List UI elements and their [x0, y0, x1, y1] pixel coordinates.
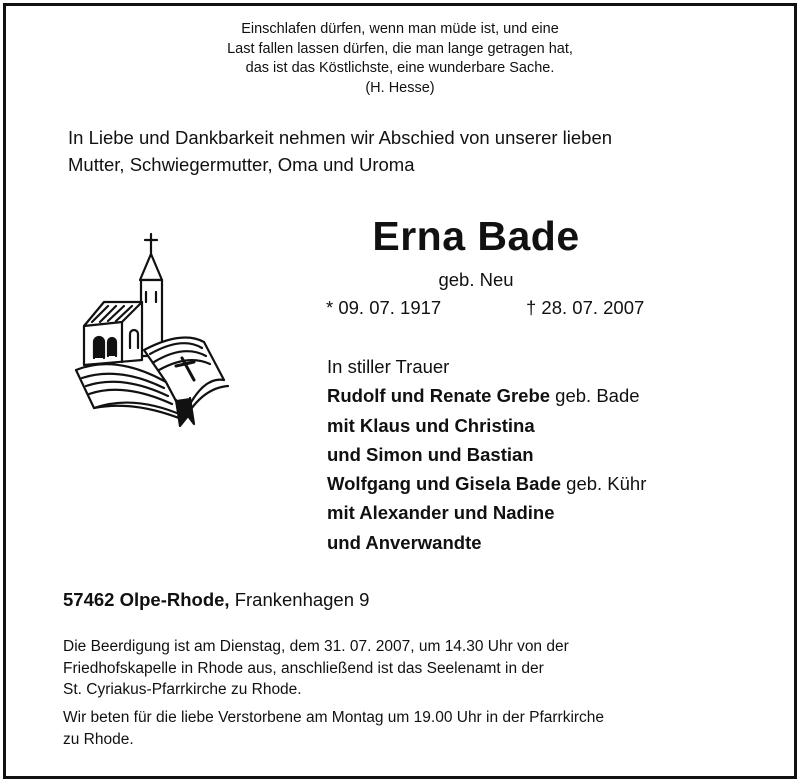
- maiden-name: geb. Neu: [438, 269, 514, 290]
- address-street: Frankenhagen 9: [229, 589, 370, 610]
- quote-line: Einschlafen dürfen, wenn man müde ist, und eine: [241, 21, 559, 37]
- hesse-quote: [6, 20, 794, 98]
- mourner-line: mit Klaus und Christina: [327, 414, 535, 436]
- intro-line: Mutter, Schwiegermutter, Oma und Uroma: [68, 154, 415, 175]
- funeral-line: St. Cyriakus-Pfarrkirche zu Rhode.: [63, 681, 302, 698]
- deceased-name: Erna Bade: [372, 213, 580, 259]
- funeral-line: Die Beerdigung ist am Dienstag, dem 31. 07. 2007, um 14.30 Uhr von der: [63, 638, 569, 655]
- mourner-line: und Anverwandte: [327, 531, 482, 553]
- church-and-bible-icon: [64, 230, 234, 430]
- funeral-line: Friedhofskapelle in Rhode aus, anschließend ist das Seelenamt in der: [63, 659, 544, 677]
- mourner-line: mit Alexander und Nadine: [327, 502, 555, 524]
- mourner-names: Rudolf und Renate Grebe: [327, 385, 551, 407]
- mourner-names: Wolfgang und Gisela Bade: [327, 473, 562, 495]
- birth-date: * 09. 07. 1917: [326, 297, 442, 318]
- quote-author: (H. Hesse): [365, 79, 435, 96]
- death-date: † 28. 07. 2007: [526, 297, 645, 318]
- quote-line: das ist das Köstlichste, eine wunderbare Sache.: [245, 60, 555, 76]
- funeral-info: [63, 636, 763, 701]
- prayer-line: zu Rhode.: [63, 730, 134, 748]
- address: [63, 588, 369, 612]
- prayer-info: [63, 707, 763, 750]
- mourner-maiden-note: geb. Kühr: [561, 473, 647, 495]
- mourner-line: und Simon und Bastian: [327, 443, 534, 465]
- quote-line: Last fallen lassen dürfen, die man lange getragen hat,: [227, 40, 573, 57]
- address-place: 57462 Olpe-Rhode,: [63, 589, 230, 610]
- intro-line: In Liebe und Dankbarkeit nehmen wir Abschied von unserer lieben: [68, 127, 613, 148]
- mourner-maiden-note: geb. Bade: [550, 385, 640, 407]
- mourner-line: [327, 469, 767, 498]
- mourners-list: [327, 352, 767, 557]
- mourners-heading: In stiller Trauer: [327, 356, 450, 377]
- intro-text: [68, 124, 768, 178]
- obituary-notice: [3, 3, 797, 779]
- prayer-line: Wir beten für die liebe Verstorbene am Montag um 19.00 Uhr in der Pfarrkirche: [63, 709, 605, 726]
- mourner-line: [327, 381, 767, 410]
